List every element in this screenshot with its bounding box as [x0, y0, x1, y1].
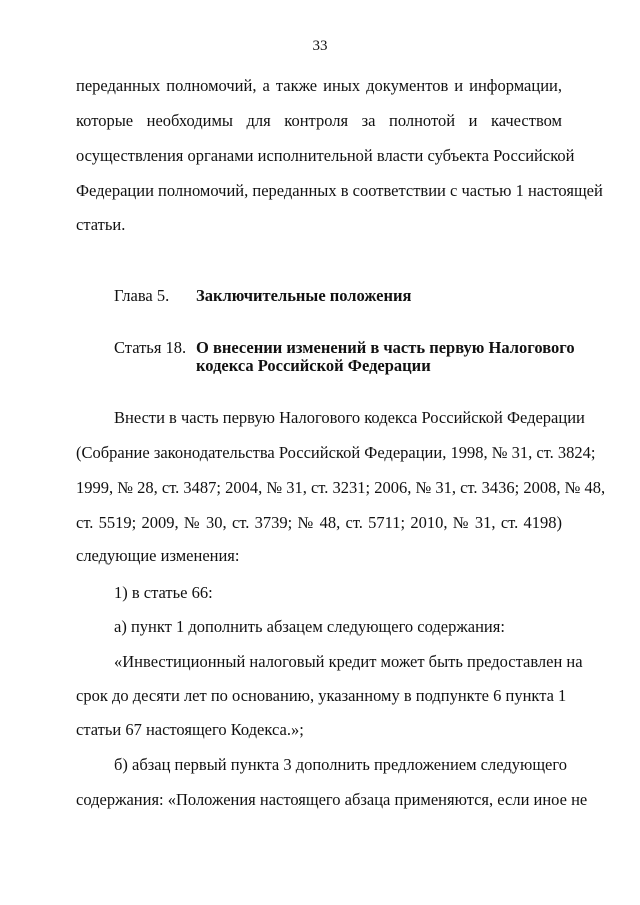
- paragraph-line: статьи.: [76, 215, 126, 234]
- article-title-line: О внесении изменений в часть первую Налогового: [196, 338, 575, 357]
- chapter-label: Глава 5.: [114, 286, 170, 305]
- paragraph-line: Внести в часть первую Налогового кодекса Российской Федерации: [114, 408, 585, 427]
- paragraph-line: содержания: «Положения настоящего абзаца применяются, если иное не: [76, 790, 588, 809]
- paragraph-line: следующие изменения:: [76, 546, 240, 565]
- quote-line: статьи 67 настоящего Кодекса.»;: [76, 720, 304, 739]
- paragraph-line: (Собрание законодательства Российской Федерации, 1998, № 31, ст. 3824;: [76, 443, 596, 462]
- list-item: а) пункт 1 дополнить абзацем следующего содержания:: [114, 617, 505, 636]
- paragraph-line: ст. 5519; 2009, № 30, ст. 3739; № 48, ст. 5711; 2010, № 31, ст. 4198): [76, 513, 562, 532]
- quote-line: срок до десяти лет по основанию, указанному в подпункте 6 пункта 1: [76, 686, 567, 705]
- list-item: б) абзац первый пункта 3 дополнить предложением следующего: [114, 755, 567, 774]
- paragraph-line: переданных полномочий, а также иных документов и информации,: [76, 76, 562, 95]
- list-item: 1) в статье 66:: [114, 583, 213, 602]
- paragraph-line: осуществления органами исполнительной власти субъекта Российской: [76, 146, 575, 165]
- page-number: 33: [312, 38, 328, 54]
- paragraph-line: 1999, № 28, ст. 3487; 2004, № 31, ст. 3231; 2006, № 31, ст. 3436; 2008, № 48,: [76, 478, 606, 497]
- chapter-title: Заключительные положения: [196, 286, 412, 305]
- quote-line: «Инвестиционный налоговый кредит может быть предоставлен на: [114, 652, 583, 671]
- article-label: Статья 18.: [114, 338, 187, 357]
- paragraph-line: которые необходимы для контроля за полнотой и качеством: [76, 111, 562, 130]
- paragraph-line: Федерации полномочий, переданных в соответствии с частью 1 настоящей: [76, 181, 603, 200]
- article-title-line: кодекса Российской Федерации: [196, 356, 431, 375]
